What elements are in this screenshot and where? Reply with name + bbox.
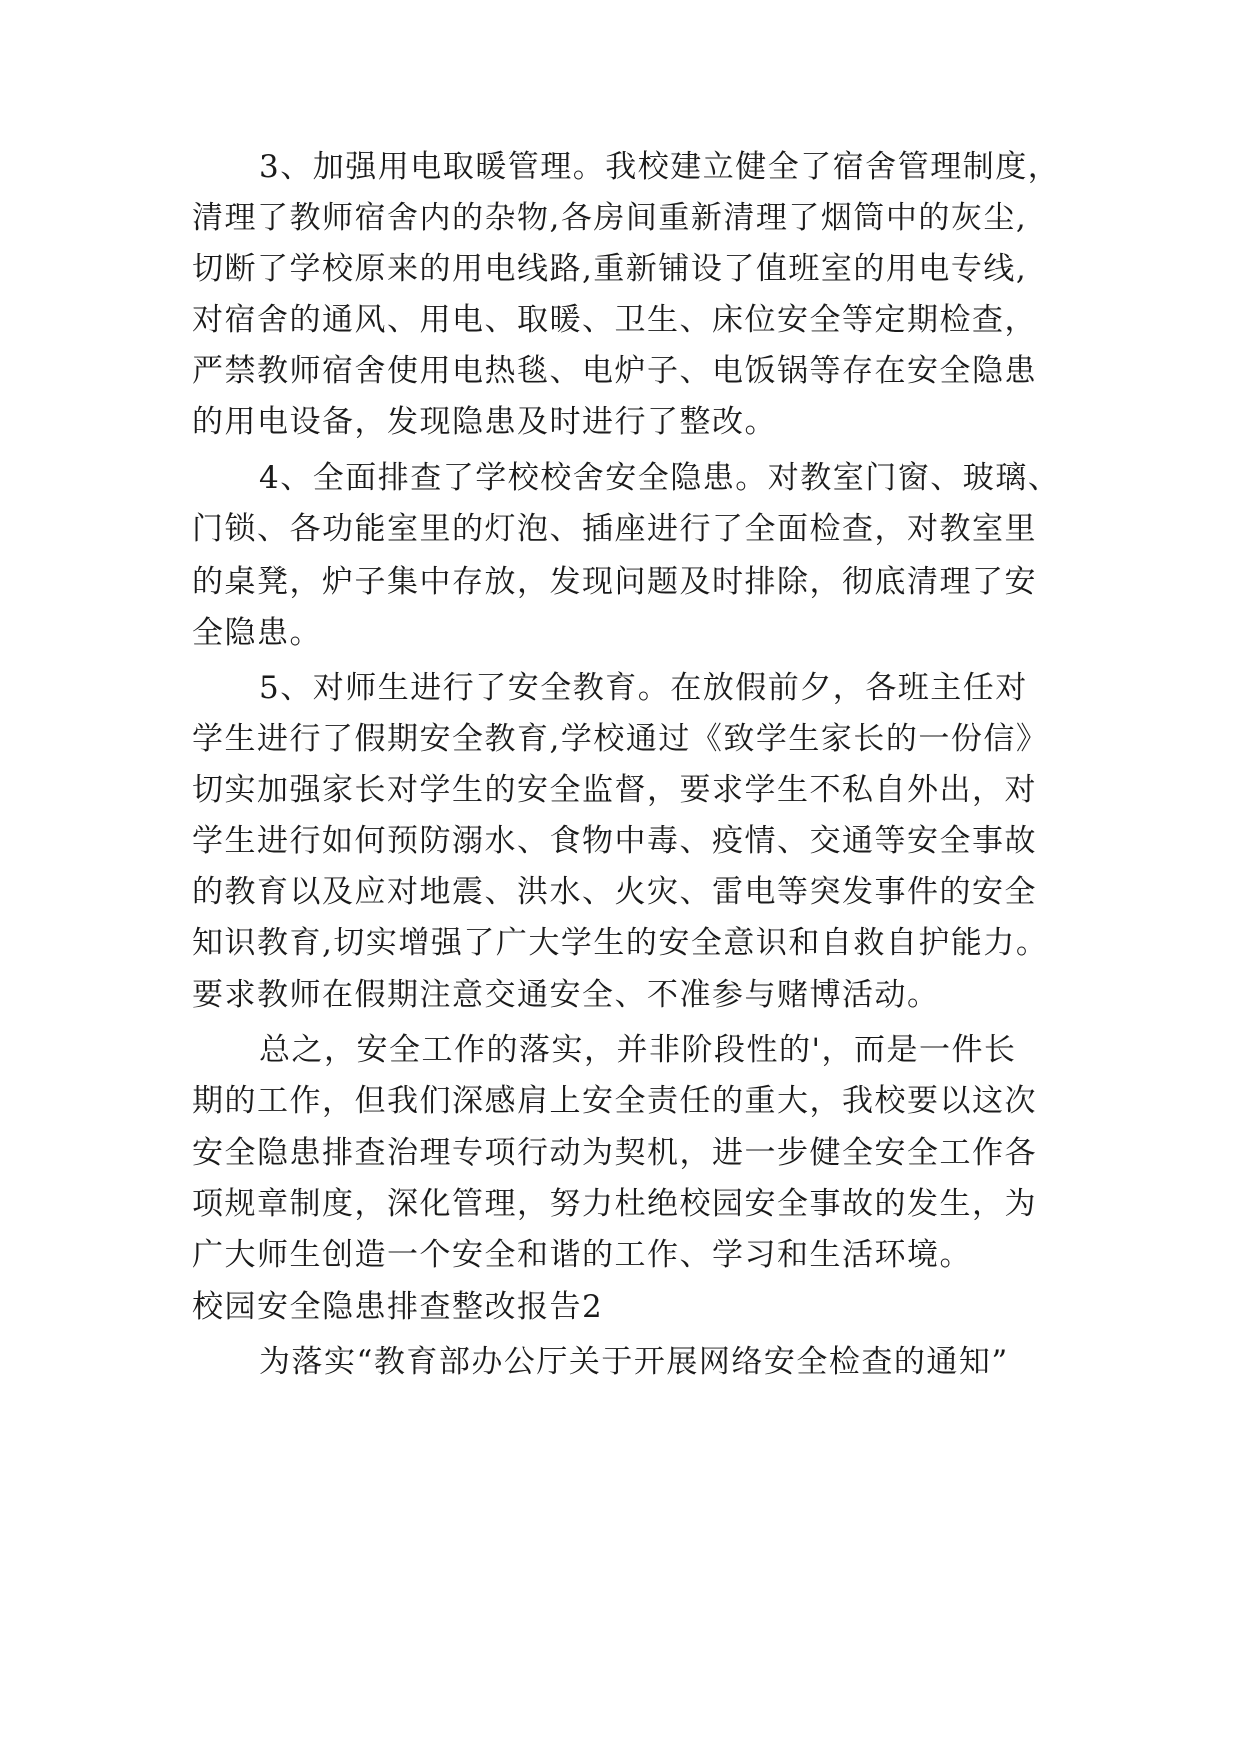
text-line: 的教育以及应对地震、洪水、火灾、雷电等突发事件的安全	[192, 874, 1037, 910]
text-line: 广大师生创造一个安全和谐的工作、学习和生活环境。	[192, 1237, 972, 1273]
text-line: 为落实“教育部办公厅关于开展网络安全检查的通知”	[259, 1344, 1009, 1380]
text-line: 5、对师生进行了安全教育。在放假前夕，各班主任对	[259, 670, 1028, 706]
text-line: 知识教育,切实增强了广大学生的安全意识和自救自护能力。	[192, 925, 1049, 961]
text-line: 门锁、各功能室里的灯泡、插座进行了全面检查，对教室里	[192, 511, 1037, 547]
text-line: 要求教师在假期注意交通安全、不准参与赌博活动。	[192, 977, 940, 1013]
text-line: 全隐患。	[192, 615, 322, 651]
text-line: 切实加强家长对学生的安全监督，要求学生不私自外出，对	[192, 772, 1037, 808]
text-line: 4、全面排查了学校校舍安全隐患。对教室门窗、玻璃、	[259, 460, 1061, 496]
text-line: 项规章制度，深化管理，努力杜绝校园安全事故的发生，为	[192, 1186, 1037, 1222]
text-line: 的用电设备，发现隐患及时进行了整改。	[192, 404, 777, 440]
text-line: 的桌凳，炉子集中存放，发现问题及时排除，彻底清理了安	[192, 564, 1037, 600]
text-line: 期的工作，但我们深感肩上安全责任的重大，我校要以这次	[192, 1083, 1037, 1119]
text-line: 清理了教师宿舍内的杂物,各房间重新清理了烟筒中的灰尘,	[192, 200, 1028, 236]
text-line: 安全隐患排查治理专项行动为契机，进一步健全安全工作各	[192, 1135, 1037, 1171]
text-line: 学生进行如何预防溺水、食物中毒、疫情、交通等安全事故	[192, 823, 1037, 859]
text-line: 学生进行了假期安全教育,学校通过《致学生家长的一份信》	[192, 721, 1049, 757]
text-line: 总之，安全工作的落实，并非阶段性的'，而是一件长	[259, 1032, 1017, 1068]
text-line: 切断了学校原来的用电线路,重新铺设了值班室的用电专线,	[192, 251, 1028, 287]
text-line: 对宿舍的通风、用电、取暖、卫生、床位安全等定期检查，	[192, 302, 1037, 338]
text-line: 严禁教师宿舍使用电热毯、电炉子、电饭锅等存在安全隐患	[192, 353, 1037, 389]
text-line: 3、加强用电取暖管理。我校建立健全了宿舍管理制度，	[259, 149, 1061, 185]
section-heading: 校园安全隐患排查整改报告2	[192, 1289, 604, 1325]
